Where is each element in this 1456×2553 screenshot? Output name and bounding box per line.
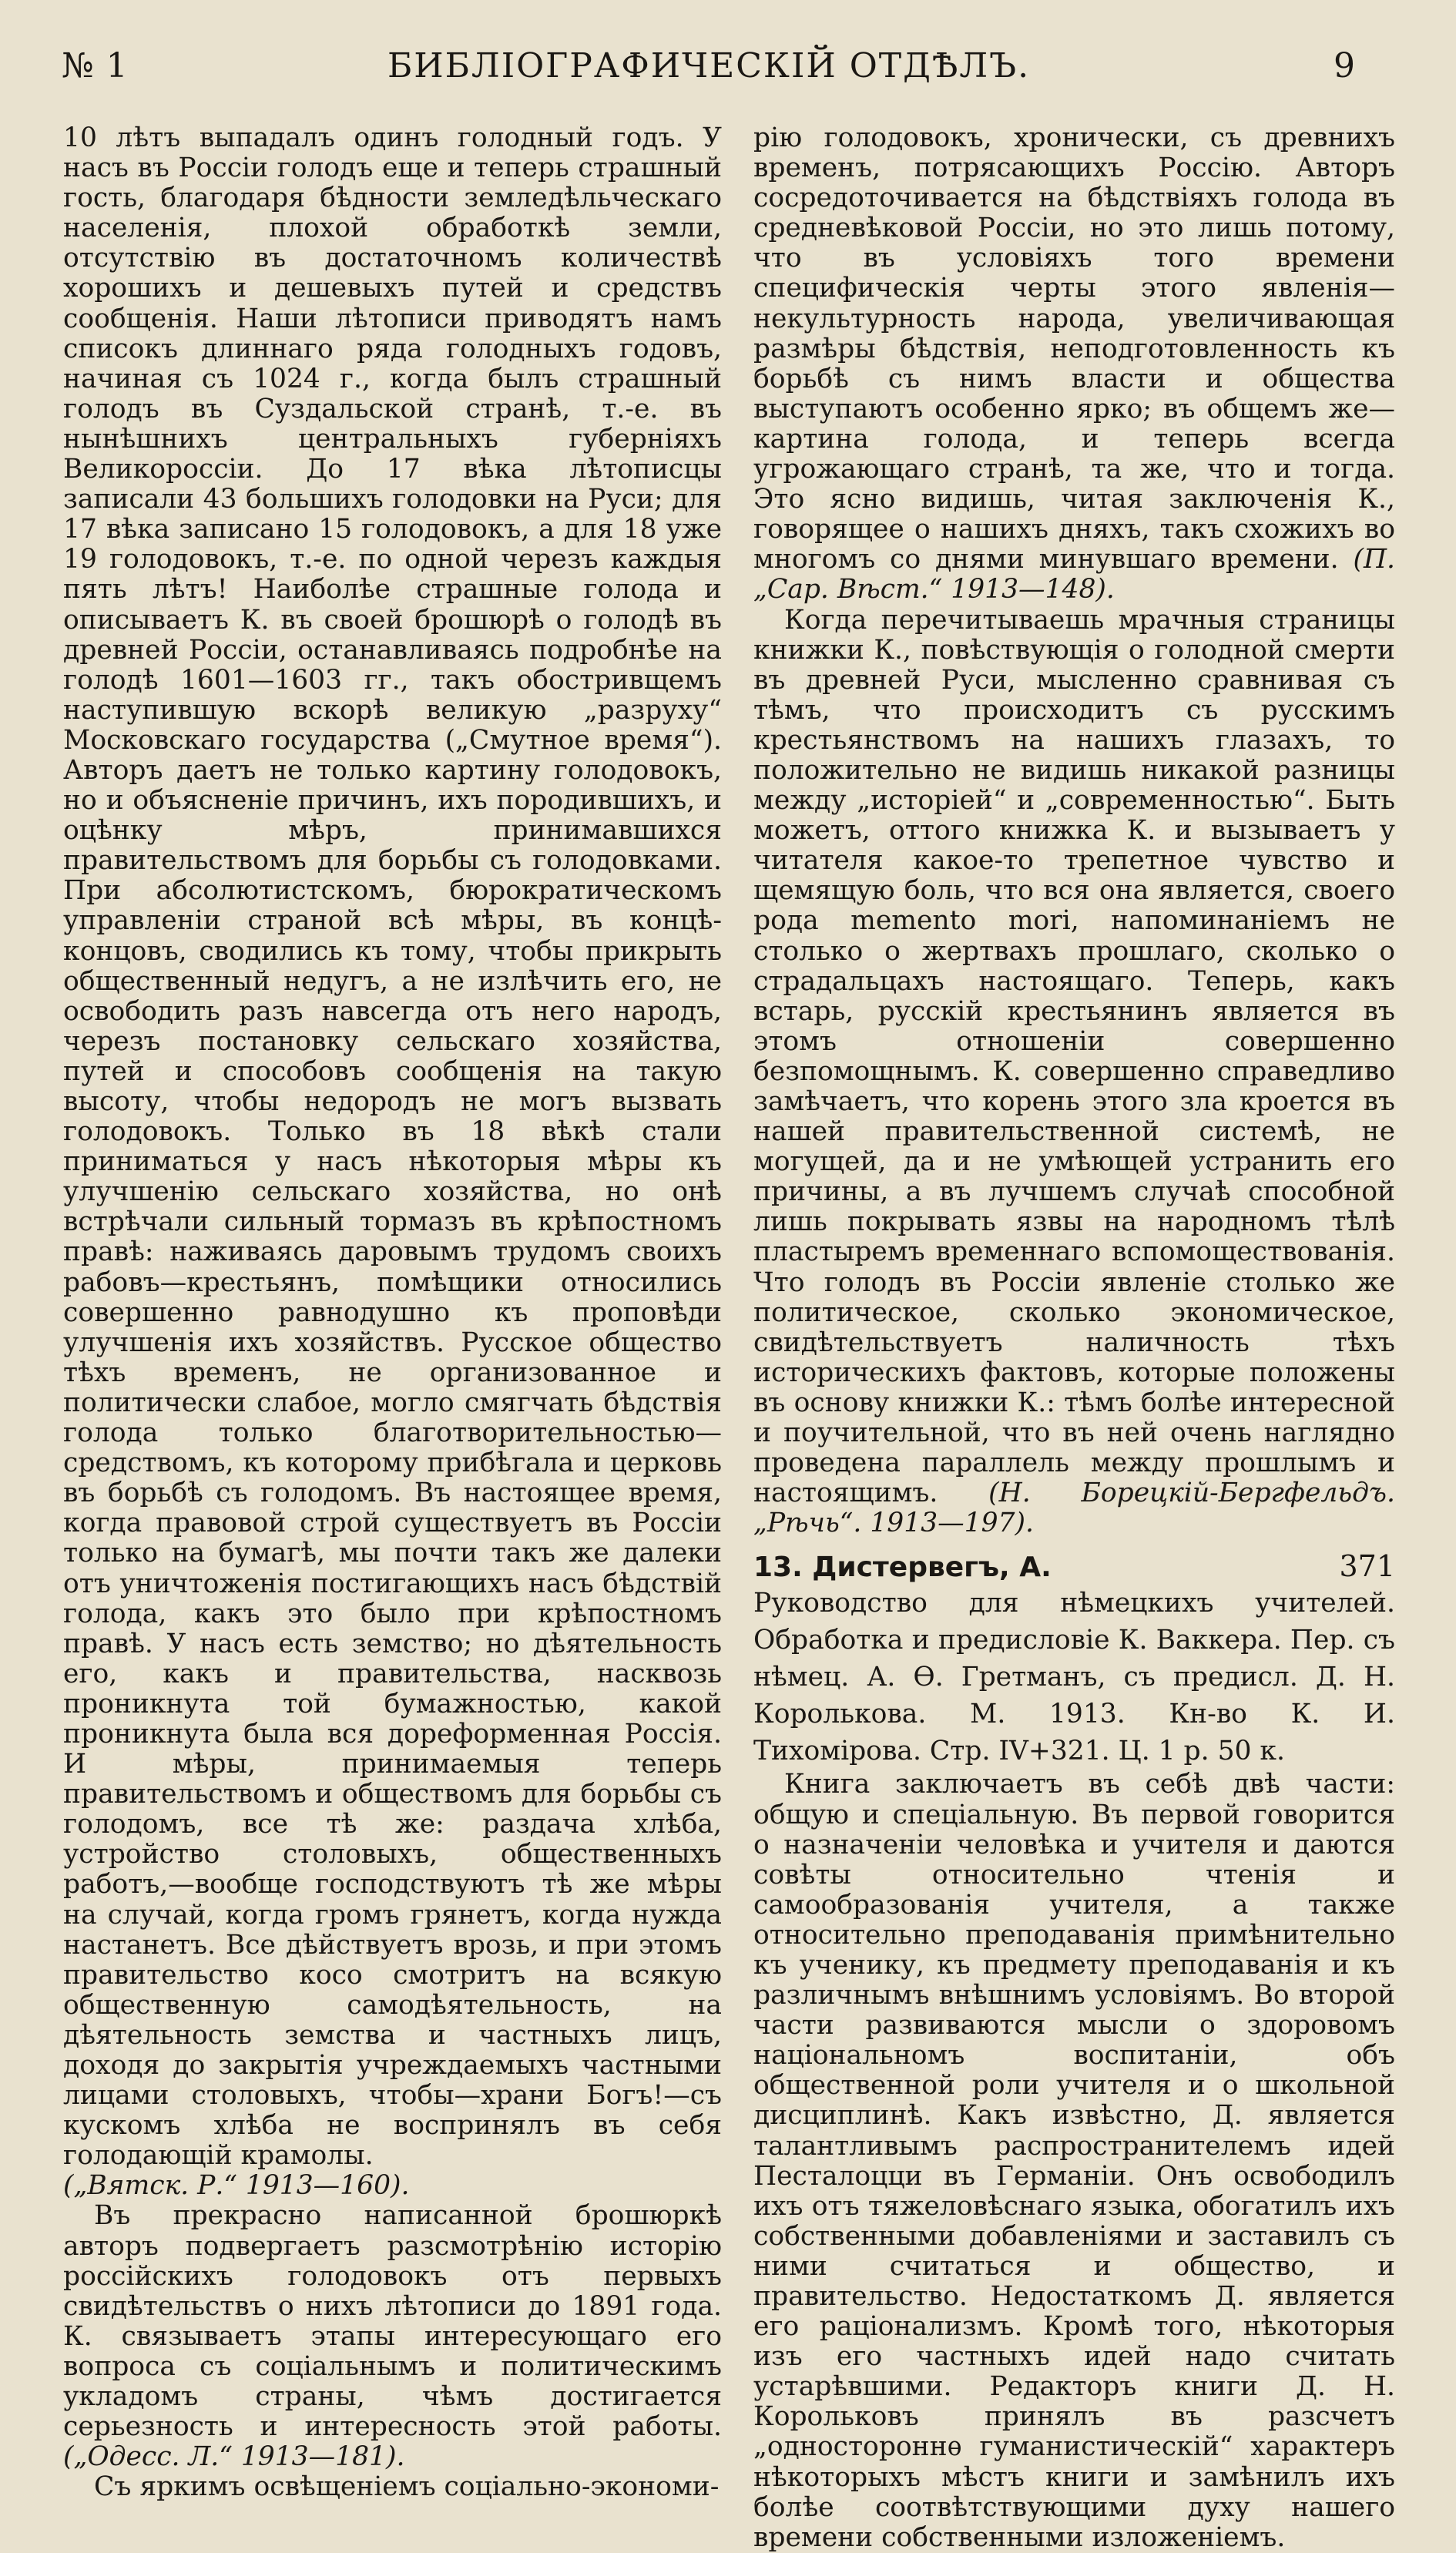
catalog-number: 371: [1339, 1549, 1395, 1584]
book-entry-author: 13. Дистервегъ, А.: [753, 1552, 1052, 1584]
issue-number: № 1: [62, 46, 129, 86]
review-paragraph: Когда перечитываешь мрачныя страницы книжки К., повѣствующія о голодной смерти въ древней Руси, мысленно сравнивая съ тѣмъ, что происходитъ съ русскимъ крестьянствомъ на нашихъ глазахъ, то положительно не видишь никакой разницы между „исторіей“ и „современностью“. Быть можетъ, оттого книжка К. и вызываетъ у читателя какое-то трепетное чувство и щемящую боль, что вся она является, своего рода memento mori, напоминаніемъ не столько о жертвахъ прошлаго, сколько о страдальцахъ настоящаго. Теперь, какъ встарь, русскій крестьянинъ является въ этомъ отношеніи совершенно безпомощнымъ. К. совершенно справедливо замѣчаетъ, что корень этого зла кроется въ нашей правительственной системѣ, не могущей, да и не умѣющей устранить его причины, а въ лучшемъ случаѣ способной лишь покрывать язвы на народномъ тѣлѣ пластыремъ временнаго вспомоществованія. Что голодъ въ Россіи явленіе столько же политическое, сколько экономическое, свидѣтельствуетъ наличность тѣхъ историческихъ фактовъ, которые положены въ основу книжки К.: тѣмъ болѣе интересной и поучительной, что въ ней очень наглядно проведена параллель между прошлымъ и настоящимъ. (Н. Борецкій-Бергфельдъ. „Рѣчь“. 1913—197).: [753, 604, 1395, 1539]
review-paragraph: 10 лѣтъ выпадалъ одинъ голодный годъ. У насъ въ Россіи голодъ еще и теперь страшный гость, благодаря бѣдности земледѣльческаго населенія, плохой обработкѣ земли, отсутствію въ достаточномъ количествѣ хорошихъ и дешевыхъ путей и средствъ сообщенія. Наши лѣтописи приводятъ намъ списокъ длиннаго ряда голодныхъ годовъ, начиная съ 1024 г., когда былъ страшный голодъ въ Суздальской странѣ, т.-е. въ нынѣшнихъ центральныхъ губерніяхъ Великороссіи. До 17 вѣка лѣтописцы записали 43 большихъ голодовки на Руси; для 17 вѣка записано 15 голодовокъ, а для 18 уже 19 голодовокъ, т.-е. по одной черезъ каждыя пять лѣтъ! Наиболѣе страшные голода и описываетъ К. въ своей брошюрѣ о голодѣ въ древней Россіи, останавливаясь подробнѣе на голодѣ 1601—1603 гг., такъ обостривщемъ наступившую вскорѣ великую „разруху“ Московскаго государства („Смутное время“). Авторъ даетъ не только картину голодовокъ, но и объясненіе причинъ, ихъ породившихъ, и оцѣнку мѣръ, принимавшихся правительствомъ для борьбы съ голодовками. При абсолютистскомъ, бюрократическомъ управленіи страной всѣ мѣры, въ концѣ-концовъ, сводились къ тому, чтобы прикрыть общественный недугъ, а не излѣчить его, не освободить разъ навсегда отъ него народъ, черезъ постановку сельскаго хозяйства, путей и способовъ сообщенія на такую высоту, чтобы недородъ не могъ вызвать голодовокъ. Только въ 18 вѣкѣ стали приниматься у насъ нѣкоторыя мѣры къ улучшенію сельскаго хозяйства, но онѣ встрѣчали сильный тормазъ въ крѣпостномъ правѣ: наживаясь даровымъ трудомъ своихъ рабовъ—крестьянъ, помѣщики относились совершенно равнодушно къ проповѣди улучшенія ихъ хозяйствъ. Русское общество тѣхъ временъ, не организованное и политически слабое, могло смягчать бѣдствія голода только благотворительностью—средствомъ, къ которому прибѣгала и церковь въ борьбѣ съ голодомъ. Въ настоящее время, когда правовой строй существуетъ въ Россіи только на бумагѣ, мы почти такъ же далеки отъ уничтоженія постигающихъ насъ бѣдствій голода, какъ это было при крѣпостномъ правѣ. У насъ есть земство; но дѣятельность его, какъ и правительства, насквозь проникнута той бумажностью, какой проникнута была вся дореформенная Россія. И мѣры, принимаемыя теперь правительствомъ и обществомъ для борьбы съ голодомъ, все тѣ же: раздача хлѣба, устройство столовыхъ, общественныхъ работъ,—вообще господствуютъ тѣ же мѣры на случай, когда громъ грянетъ, когда нужда настанетъ. Все дѣйствуетъ врозь, и при этомъ правительство косо смотритъ на всякую общественную самодѣятельность, на дѣятельность земства и частныхъ лицъ, доходя до закрытія учреждаемыхъ частными лицами столовыхъ, чтобы—храни Богъ!—съ кускомъ хлѣба не воспринялъ въ себя голодающій крамолы.: [63, 122, 722, 2172]
review-paragraph: Съ яркимъ освѣщеніемъ соціально-экономи-: [94, 2471, 720, 2503]
bibliographic-description: Руководство для нѣмецкихъ учителей. Обработка и предисловіе К. Ваккера. Пер. съ нѣмец. А. Ѳ. Гретманъ, съ предисл. Д. Н. Королькова. М. 1913. Кн-во К. И. Тихомірова. Стр. IV+321. Ц. 1 р. 50 к.: [753, 1588, 1395, 1767]
review-source: („Вятск. Р.“ 1913—160).: [63, 2170, 410, 2202]
page-number: 9: [1334, 46, 1356, 86]
review-source: („Одесс. Л.“ 1913—181).: [63, 2441, 405, 2473]
section-title: БИБЛІОГРАФИЧЕСКІЙ ОТДѢЛЪ.: [387, 46, 1031, 86]
left-column: [63, 123, 722, 2502]
review-source: (П. „Сар. Вѣст.“ 1913—148).: [753, 544, 1395, 606]
review-paragraph: Въ прекрасно написанной брошюркѣ авторъ подвергаетъ разсмотрѣнію исторію россійскихъ голодовокъ отъ первыхъ свидѣтельствъ о нихъ лѣтописи до 1891 года. К. связываетъ этапы интересующаго его вопроса съ соціальнымъ и политическимъ укладомъ страны, чѣмъ достигается серьезность и интересность этой работы. („Одесс. Л.“ 1913—181).: [63, 2200, 722, 2473]
review-paragraph: Книга заключаетъ въ себѣ двѣ части: общую и спеціальную. Въ первой говорится о назначеніи человѣка и учителя и даются совѣты относительно чтенія и самообразованія учителя, а также относительно преподаванія примѣнительно къ ученику, къ предмету преподаванія и къ различнымъ внѣшнимъ условіямъ. Во второй части развиваются мысли о здоровомъ національномъ воспитаніи, объ общественной роли учителя и о школьной дисциплинѣ. Какъ извѣстно, Д. является талантливымъ распространителемъ идей Песталоцци въ Германіи. Онъ освободилъ ихъ отъ тяжеловѣснаго языка, обогатилъ ихъ собственными добавленіями и заставилъ съ ними считаться и общество, и правительство. Недостаткомъ Д. является его раціонализмъ. Кромѣ того, нѣкоторыя изъ его частныхъ идей надо считать устарѣвшими. Редакторъ книги Д. Н. Корольковъ принялъ въ разсчетъ „одностороннѳ гуманистическій“ характеръ нѣкоторыхъ мѣстъ книги и замѣнилъ ихъ болѣе соотвѣтствующими духу нашего времени собственными изложеніемъ.: [753, 1769, 1395, 2553]
book-entry-heading: [753, 1549, 1395, 1585]
review-source: (Н. Борецкій-Бергфельдъ. „Рѣчь“. 1913—197).: [753, 1478, 1395, 1539]
right-column: [753, 123, 1395, 2553]
review-paragraph: рію голодовокъ, хронически, съ древнихъ временъ, потрясающихъ Россію. Авторъ сосредоточивается на бѣдствіяхъ голода въ средневѣковой Россіи, но это лишь потому, что въ условіяхъ того времени специфическія черты этого явленія—некультурность народа, увеличивающая размѣры бѣдствія, неподготовленность къ борьбѣ съ нимъ власти и общества выступаютъ особенно ярко; въ общемъ же—картина голода, и теперь всегда угрожающаго странѣ, та же, что и тогда. Это ясно видишь, читая заключенія К., говорящее о нашихъ дняхъ, такъ схожихъ во многомъ со днями минувшаго времени. (П. „Сар. Вѣст.“ 1913—148).: [753, 122, 1395, 606]
page-header: [62, 46, 1356, 92]
